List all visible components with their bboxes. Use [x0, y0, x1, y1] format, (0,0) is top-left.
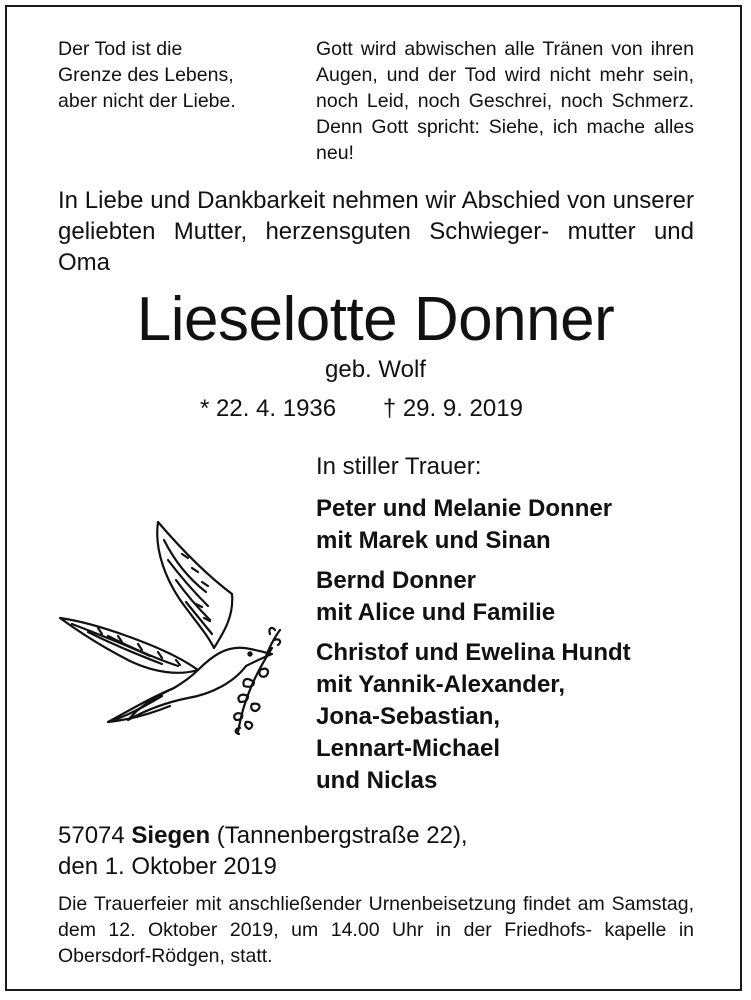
family-line: Peter und Melanie Donner [316, 495, 613, 522]
family-line: und Niclas [316, 767, 438, 794]
family-group [316, 493, 631, 557]
address-block [58, 820, 468, 882]
city: Siegen [131, 822, 211, 849]
family-line: Lennart-Michael [316, 735, 501, 762]
address-line [58, 820, 468, 851]
family-group [316, 637, 631, 797]
family-line: mit Alice und Familie [316, 599, 556, 626]
service-notice: Die Trauerfeier mit anschließender Urnenbeisetzung findet am Samstag, dem 12. Oktober 2019, um 14.00 Uhr in der Friedhofs- kapelle in Obersdorf-Rödgen, statt. [58, 893, 694, 967]
family-group [316, 565, 631, 629]
maiden-name: geb. Wolf [325, 356, 426, 383]
family-list [316, 493, 631, 805]
dove-with-olive-branch-icon [58, 520, 284, 735]
family-line: Jona-Sebastian, [316, 703, 501, 730]
quote-left [58, 36, 236, 114]
family-line: Bernd Donner [316, 567, 477, 594]
intro-text: In Liebe und Dankbarkeit nehmen wir Abschied von unserer geliebten Mutter, herzensguten Schwieger- mutter und Oma [58, 187, 694, 276]
birth-date: * 22. 4. 1936 [200, 395, 337, 422]
deceased-name: Lieselotte Donner [136, 285, 615, 354]
bible-quote: Gott wird abwischen alle Tränen von ihren Augen, und der Tod wird nicht mehr sein, noch Leid, noch Geschrei, noch Schmerz. Denn Gott spricht: Siehe, ich mache alles neu! [316, 38, 694, 164]
quote-left-line: aber nicht der Liebe. [58, 90, 236, 112]
death-date: † 29. 9. 2019 [382, 395, 523, 422]
family-line: mit Marek und Sinan [316, 527, 551, 554]
quote-left-line: Grenze des Lebens, [58, 64, 234, 86]
life-dates [200, 393, 523, 425]
street: (Tannenbergstraße 22), [216, 822, 468, 849]
family-line: mit Yannik-Alexander, [316, 671, 565, 698]
date-line: den 1. Oktober 2019 [58, 853, 277, 880]
mourning-label: In stiller Trauer: [316, 453, 482, 480]
quote-left-line: Der Tod ist die [58, 38, 183, 60]
postcode: 57074 [58, 822, 125, 849]
family-line: Christof und Ewelina Hundt [316, 639, 631, 666]
